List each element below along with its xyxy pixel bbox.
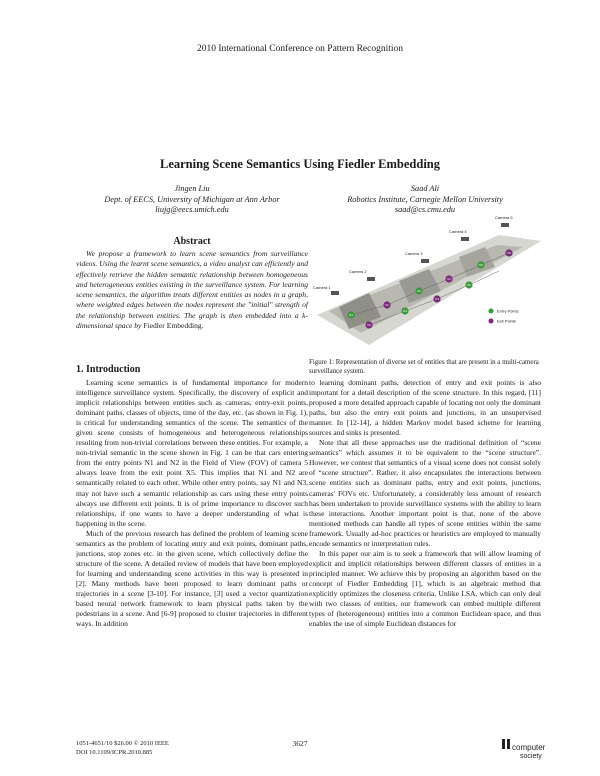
paragraph: Learning scene semantics is of fundamental importance for modern intelligence surveillance system. Specifically, the discovery of explicit and implicit relationships between entities such as cameras, entry-exit points, dominant paths, classes of objects, time of the day, etc. (as shown in Fig. 1), is critical for understanding semantics of the scene. The semantics of the given scene consists of homogeneous and heterogeneous relationships resulting from non-trivial correlations between these entities. For example, a non-trivial semantic in the scene shown in Fig. 1 can be that cars entering from the entry points N1 and N2 in the Field of View (FOV) of camera 5 always leave from the exit point X5. This implies that N1 and N2 are semantically related to each other. While other entry points, say N1 and N3, may not have such a semantic relationship as cars using these entry points always use different exit points. It is of prime importance to discover such relationships, if one wants to have a deeper understanding of what is happening in the scene. [76,378,308,528]
author-email: liujg@eecs.umich.edu [155,205,229,214]
logo-text-society: society [520,753,542,760]
page-number: 3627 [292,739,308,748]
author-name: Saad Ali [410,184,440,193]
paragraph: In this paper our aim is to seek a framework that will allow learning of explicit and implicit relationships between different classes of entities in a principled manner. We achieve this by proposing an algorithm based on the concept of Fiedler Embedding [1], which is an algebraic method that explicitly optimizes the closeness criteria. Unlike LSA, which can only deal with two classes of entities, our framework can embed multiple different types of (heterogeneous) entities into a common Euclidean space, and thus enables the use of simple Euclidean distances for [309,548,541,629]
paragraph: to learning dominant paths, detection of entry and exit points is also important for a detail description of the scene structure. In this regard, [11] proposed a more detailed approach capable of locating not only the dominant paths, but also the entry exit points and junctions, in an unsupervised manner. In [12-14], a hidden Markov model based scheme for learning sources and sinks is presented. [309,378,541,438]
author-affiliation: Robotics Institute, Carnegie Mellon University [347,194,503,204]
camera-label: Camera 2 [349,269,367,274]
node-label: X6 [467,283,471,287]
abstract-heading: Abstract [173,236,211,247]
author-affiliation: Dept. of EECS, University of Michigan at Ann Arbor [104,194,280,204]
logo-bar [507,739,510,749]
legend-exit-label: Exit Points [497,318,516,324]
footer-doi: DOI 10.1109/ICPR.2010.885 [76,748,153,756]
node-label: X2 [447,277,451,281]
abstract-text: We propose a framework to learn scene semantics from surveillance videos. Using the learnt scene semantics, a video analyst can efficiently and effectively retrieve the hidden semantic relationship between homogeneous and heterogeneous entities existing in the surveillance system. For learning scene semantics, the algorithm treats different entities as nodes in a graph, where weighted edges between the nodes represent the "initial" strength of the relationship between entities. The graph is then embedded into a k-dimensional space by [76,249,308,331]
footer-issn: 1051-4651/10 $26.00 © 2010 IEEE [76,740,169,747]
camera-icon [501,223,509,227]
node-label: N1 [349,313,353,317]
node-label: X5 [507,251,511,255]
left-column [76,378,308,629]
introduction-heading: 1. Introduction [76,364,141,375]
node-label: N2 [417,289,421,293]
legend-entry-marker [489,309,494,314]
figure-1-illustration [309,207,541,357]
figure-1-caption: Figure 1: Representation of diverse set of entities that are present in a multi-camera surveillance system. [309,359,539,375]
node-label: X4 [435,297,439,301]
paragraph: Much of the previous research has defined the problem of learning scene semantics as the problem of locating entry and exit points, dominant paths, junctions, stop zones etc. in the given scene, which collectively define the structure of the scene. A detailed review of models that have been employed for learning and understanding scene activities in this way is presented in [2]. Many methods have been proposed to learn dominant paths or trajectories in a scene [3-10]. For instance, [3] used a vector quantization based neural network framework to learn physical paths taken by the pedestrians in a scene. And [6-9] proposed to cluster trajectories in different ways. In addition [76,528,308,629]
author-block-1 [76,184,308,216]
legend-exit-marker [489,319,494,324]
camera-label: Camera 1 [313,285,331,290]
paragraph: Note that all these approaches use the traditional definition of “scene semantics” which assumes it to be equivalent to the “scene structure”. However, we contest that semantics of a visual scene does not consist solely of “scene structure”. Rather, it also encapsulates the interactions between scene entities such as dominant paths, entry and exit points, junctions, cameras' FOVs etc. Unfortunately, a considerably less amount of research has been undertaken to provide surveillance systems with the ability to learn these interactions. Another important point is that, none of the above mentioned methods can handle all types of scene entities within the same framework. Usually ad-hoc practices or heuristics are employed to manually encode semantics or interpretation rules. [309,438,541,548]
node-label: N4 [403,309,407,313]
author-email: saad@cs.cmu.edu [394,205,456,214]
author-name: Jingen Liu [174,184,210,193]
abstract-body [76,249,308,331]
node-label: N3 [479,263,483,267]
node-label: X1 [385,303,389,307]
right-column [309,378,541,629]
conference-header: 2010 International Conference on Pattern Recognition [196,44,404,54]
logo-text-computer: computer [512,743,546,752]
ieee-computer-society-logo [500,736,550,762]
camera-label: Camera 5 [495,215,513,220]
node-label: X3 [367,323,371,327]
abstract-text-end: Fiedler Embedding. [141,321,204,331]
camera-label: Camera 3 [405,251,423,256]
logo-bar [502,739,505,749]
camera-icon [331,291,339,295]
legend-entry-label: Entry Points [497,308,519,314]
camera-icon [461,237,469,241]
camera-label: Camera 4 [449,229,467,234]
camera-icon [421,259,429,263]
paper-title: Learning Scene Semantics Using Fiedler Embedding [160,157,440,171]
camera-icon [367,277,375,281]
figure-legend [489,309,519,324]
